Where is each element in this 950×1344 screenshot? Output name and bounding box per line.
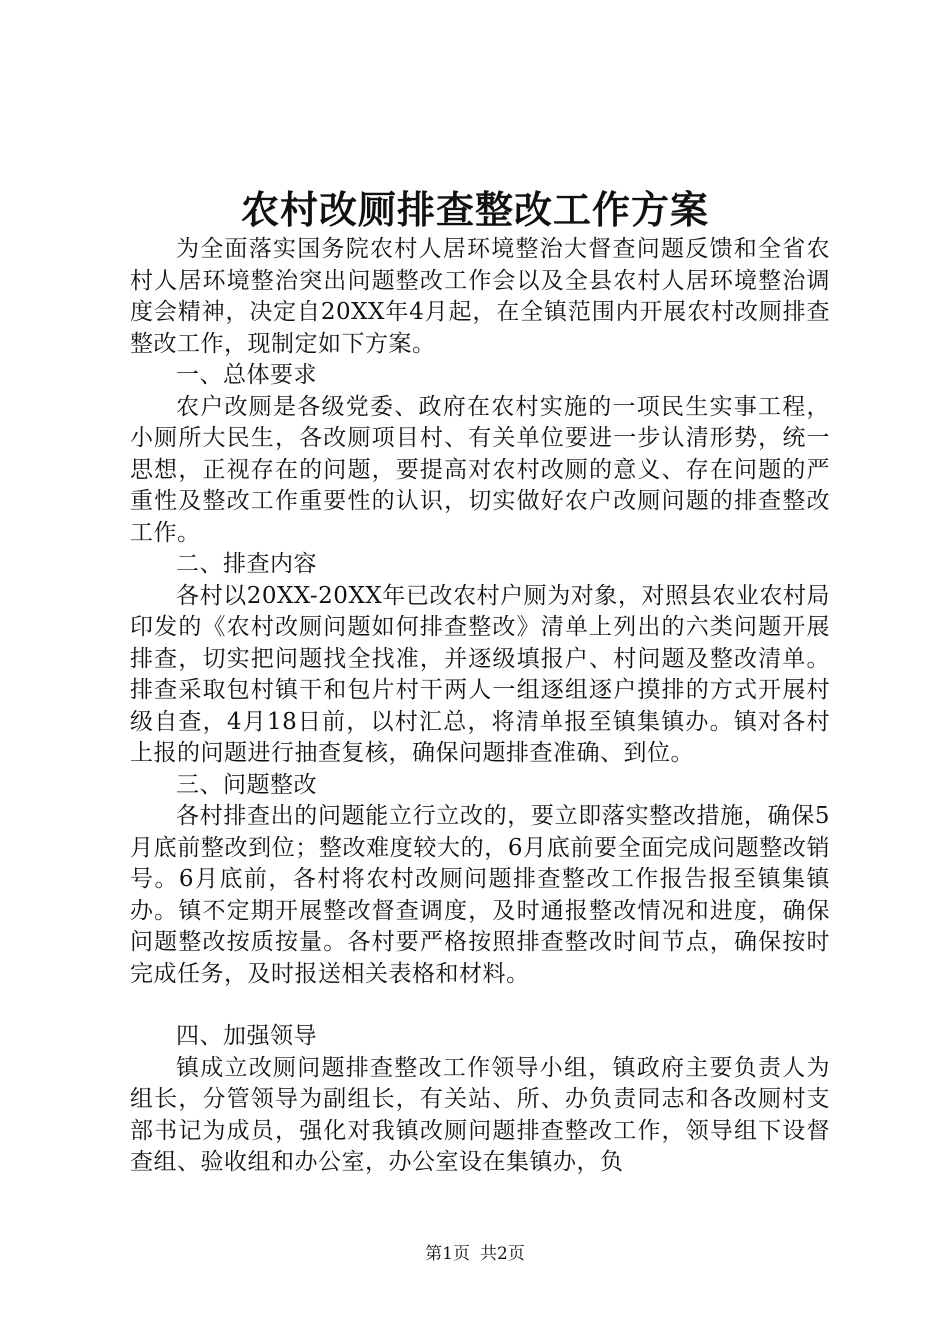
intro-paragraph: 为全面落实国务院农村人居环境整治大督查问题反馈和全省农村人居环境整治突出问题整改工作会以及全县农村人居环境整治调度会精神，决定自20XX年4月起，在全镇范围内开展农村改厕排查整改工作，现制定如下方案。 <box>130 236 830 357</box>
document-title: 农村改厕排查整改工作方案 <box>240 187 709 232</box>
page-footer <box>0 1242 950 1266</box>
document-body <box>130 234 830 1179</box>
page-number-total: 共2页 <box>480 1244 525 1264</box>
section-heading-4: 四、加强领导 <box>176 1023 317 1049</box>
section-text-1: 农户改厕是各级党委、政府在农村实施的一项民生实事工程，小厕所大民生，各改厕项目村、有关单位要进一步认清形势，统一思想，正视存在的问题，要提高对农村改厕的意义、存在问题的严重性及整改工作重要性的认识，切实做好农户改厕问题的排查整改工作。 <box>130 393 830 546</box>
section-text-3: 各村排查出的问题能立行立改的，要立即落实整改措施，确保5月底前整改到位；整改难度较大的，6月底前要全面完成问题整改销号。6月底前，各村将农村改厕问题排查整改工作报告报至镇集镇办。镇不定期开展整改督查调度，及时通报整改情况和进度，确保问题整改按质按量。各村要严格按照排查整改时间节点，确保按时完成任务，及时报送相关表格和材料。 <box>130 803 830 987</box>
section-heading-1: 一、总体要求 <box>176 362 317 388</box>
section-text-2: 各村以20XX-20XX年已改农村户厕为对象，对照县农业农村局印发的《农村改厕问题如何排查整改》清单上列出的六类问题开展排查，切实把问题找全找准，并逐级填报户、村问题及整改清单。排查采取包村镇干和包片村干两人一组逐组逐户摸排的方式开展村级自查，4月18日前，以村汇总，将清单报至镇集镇办。镇对各村上报的问题进行抽查复核，确保问题排查准确、到位。 <box>130 582 830 766</box>
section-text-4: 镇成立改厕问题排查整改工作领导小组，镇政府主要负责人为组长，分管领导为副组长，有关站、所、办负责同志和各改厕村支部书记为成员，强化对我镇改厕问题排查整改工作，领导组下设督查组、验收组和办公室，办公室设在集镇办，负 <box>130 1054 830 1175</box>
section-heading-3: 三、问题整改 <box>176 771 317 798</box>
page-number-current: 第1页 <box>425 1244 470 1264</box>
section-heading-2: 二、排查内容 <box>176 551 317 577</box>
